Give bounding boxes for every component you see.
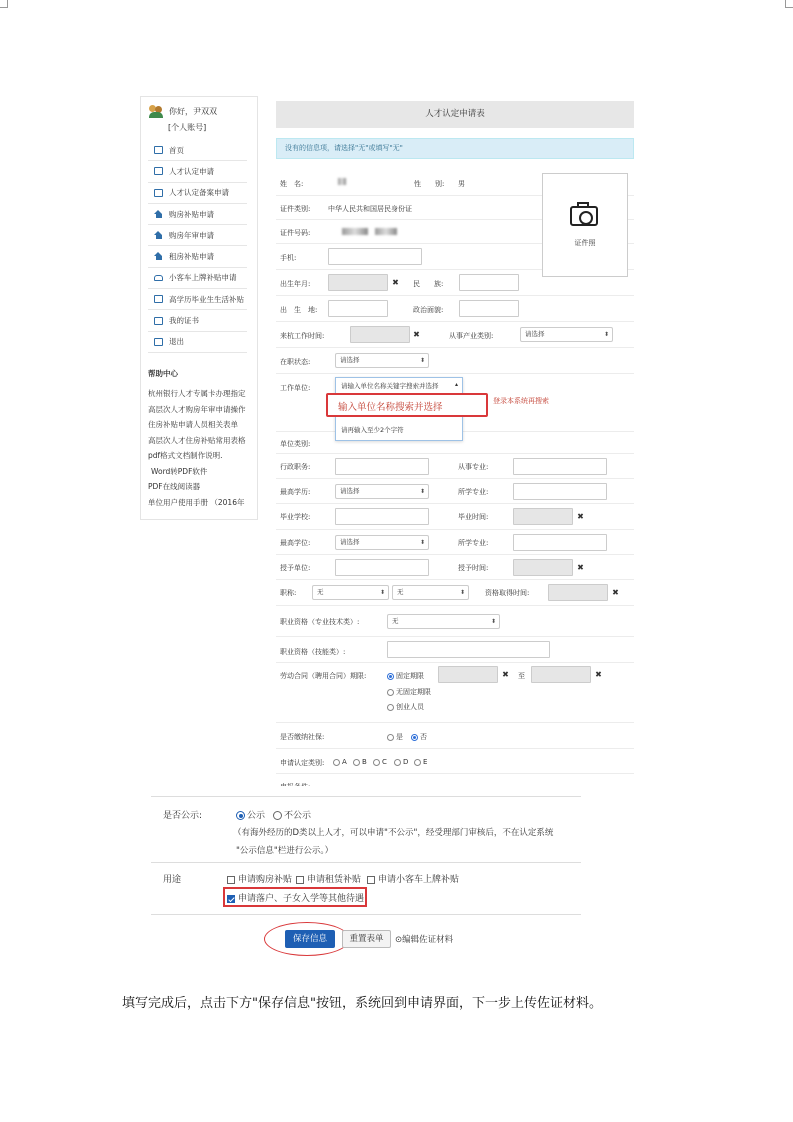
clear-icon[interactable]: ✖ [612, 588, 619, 597]
help-link[interactable]: 住房补贴申请人员相关表单 [148, 420, 238, 429]
sidebar-item-logout[interactable] [148, 332, 247, 353]
row-degree [276, 479, 634, 504]
title-time-input[interactable] [548, 584, 608, 601]
sidebar-item-label: 购房年审申请 [169, 230, 214, 240]
degree-select[interactable]: 请选择 ⬍ [335, 484, 429, 499]
house-icon [154, 231, 163, 240]
skill-qual-input[interactable] [387, 641, 550, 658]
divider [151, 914, 581, 915]
employer-callout-text: 输入单位名称搜索并选择 [338, 402, 443, 413]
caret-up-icon: ▴ [454, 381, 458, 388]
politics-label: 政治面貌: [413, 306, 444, 314]
insurance-option-no[interactable]: 否 [411, 732, 427, 742]
row-title [276, 580, 634, 606]
edit-icon [154, 189, 163, 197]
sidebar-item-label: 租房补贴申请 [169, 252, 214, 262]
save-button[interactable]: 保存信息 [285, 930, 335, 948]
help-link[interactable]: 单位用户使用手册 （2016年 [148, 497, 245, 507]
title-time-label: 资格取得时间: [485, 589, 530, 597]
save-highlight-ellipse [264, 922, 350, 956]
sidebar-item-label: 人才认定备案申请 [169, 188, 229, 198]
public-option-yes[interactable]: 公示 [236, 808, 265, 821]
home-icon [154, 146, 163, 154]
form-footer-screenshot [137, 786, 592, 962]
birth-input[interactable] [328, 274, 388, 291]
divider [151, 862, 581, 863]
logout-icon [154, 338, 163, 346]
sidebar-nav [148, 140, 247, 353]
insurance-label: 是否缴纳社保: [280, 733, 325, 741]
row-contract [276, 663, 634, 723]
instruction-caption: 填写完成后，点击下方"保存信息"按钮，系统回到申请界面，下一步上传佐证材料。 [122, 996, 602, 1011]
industry-label: 从事产业类别: [449, 332, 494, 340]
politics-input[interactable] [459, 300, 519, 317]
employer-search-placeholder[interactable]: 请输入单位名称关键字搜索并选择 [341, 382, 439, 390]
arrival-label: 来杭工作时间: [280, 332, 325, 340]
sidebar-item-house-review[interactable] [148, 225, 247, 246]
employer-search-hint: 请再输入至少2个字符 [341, 426, 404, 434]
skill-qual-label: 职业资格（技能类）: [280, 648, 346, 656]
crop-mark-left [0, 0, 8, 8]
job-status-label: 在职状态: [280, 358, 311, 366]
user-greeting [149, 105, 217, 118]
sidebar-item-car-subsidy[interactable] [148, 268, 247, 289]
major-label: 所学专业: [458, 488, 489, 496]
category-option-a[interactable]: A [333, 758, 347, 766]
clear-icon[interactable]: ✖ [595, 670, 602, 679]
edit-icon: ⊙ [395, 935, 403, 945]
purpose-option-car[interactable]: 申请小客车上牌补贴 [367, 872, 459, 885]
row-admin-post [276, 454, 634, 479]
greeting-text: 你好，尹双双 [169, 107, 217, 116]
sidebar-item-certificates[interactable] [148, 310, 247, 331]
certificate-icon [154, 317, 163, 325]
prof-qual-label: 职业资格（专业技术类）: [280, 618, 360, 626]
ethnic-input[interactable] [459, 274, 519, 291]
row-category [276, 749, 634, 774]
contract-to-label: 至 [518, 672, 525, 680]
application-form-screenshot [140, 96, 646, 777]
school-input[interactable] [335, 508, 429, 525]
help-link[interactable]: 杭州银行人才专属卡办理指定 [148, 389, 246, 398]
edit-icon [154, 167, 163, 175]
degree-label: 最高学历: [280, 488, 311, 496]
crop-mark-right [785, 0, 793, 8]
birthplace-input[interactable] [328, 300, 388, 317]
category-option-c[interactable]: C [373, 758, 387, 766]
contract-end-input[interactable] [531, 666, 591, 683]
major2-input[interactable] [513, 534, 607, 551]
contract-option-fixed[interactable]: 固定期限 [387, 671, 424, 681]
edit-evidence-link[interactable]: ⊙编辑佐证材料 [395, 935, 454, 945]
ethnic-label: 民 族: [413, 280, 444, 288]
title-select-2[interactable]: 无 ⬍ [392, 585, 469, 600]
phone-input[interactable] [328, 248, 422, 265]
clear-icon[interactable]: ✖ [502, 670, 509, 679]
unit-type-label: 单位类别: [280, 440, 311, 448]
employer-callout [326, 393, 488, 417]
purpose-option-rent[interactable]: 申请租赁补贴 [296, 872, 361, 885]
sidebar-item-label: 购房补贴申请 [169, 209, 214, 219]
help-link[interactable]: 高层次人才住房补贴常用表格 [148, 435, 246, 445]
sidebar [140, 96, 258, 520]
grad-time-label: 毕业时间: [458, 513, 489, 521]
photo-label: 证件照 [574, 239, 596, 247]
help-list [148, 386, 246, 510]
grant-unit-label: 授予单位: [280, 564, 311, 572]
notice-banner: 没有的信息项，请选择"无"或填写"无" [276, 138, 634, 159]
gender-label: 性 别: [414, 180, 445, 188]
clear-icon[interactable]: ✖ [577, 512, 584, 521]
birthplace-label: 出 生 地: [280, 306, 318, 314]
job-status-select[interactable]: 请选择 ⬍ [335, 353, 429, 368]
phone-label: 手机: [280, 254, 297, 262]
reset-button[interactable]: 重置表单 [342, 930, 391, 948]
admin-post-input[interactable] [335, 458, 429, 475]
camera-icon [570, 206, 598, 226]
help-link[interactable]: Word转PDF软件 [151, 466, 208, 476]
help-link[interactable]: pdf格式文档制作说明. [148, 451, 223, 460]
grant-unit-input[interactable] [335, 559, 429, 576]
document-icon [154, 295, 163, 303]
sidebar-item-home[interactable] [148, 140, 247, 161]
divider [151, 796, 581, 797]
sidebar-item-label: 小客车上牌补贴申请 [169, 273, 237, 283]
users-icon [149, 105, 164, 118]
title-label: 职称: [280, 589, 297, 597]
id-number-blurred [342, 227, 397, 235]
photo-upload-box[interactable] [542, 173, 628, 277]
clear-icon[interactable]: ✖ [577, 563, 584, 572]
row-job-status [276, 348, 634, 374]
row-birthplace [276, 296, 634, 322]
help-link[interactable]: 高层次人才购房年审申请操作 [148, 404, 246, 414]
purpose-option-house[interactable]: 申请购房补贴 [227, 872, 292, 885]
purpose-label: 用途 [163, 875, 182, 885]
major-work-input[interactable] [513, 458, 607, 475]
form-title: 人才认定申请表 [276, 101, 634, 128]
major2-label: 所学专业: [458, 539, 489, 547]
sidebar-item-talent-record[interactable] [148, 183, 247, 204]
grant-time-input[interactable] [513, 559, 573, 576]
help-center-title: 帮助中心 [148, 369, 178, 378]
sidebar-item-label: 人才认定申请 [169, 166, 214, 176]
id-number-label: 证件号码: [280, 229, 311, 237]
account-link[interactable]: [个人账号] [168, 123, 207, 132]
name-value-blurred [338, 177, 346, 185]
row-grant-unit [276, 555, 634, 580]
clear-icon[interactable]: ✖ [392, 278, 399, 287]
contract-option-open[interactable]: 无固定期限 [387, 687, 431, 697]
help-link[interactable]: PDF在线阅读器 [148, 482, 201, 491]
arrival-input[interactable] [350, 326, 410, 343]
id-type-value: 中华人民共和国居民身份证 [328, 205, 412, 213]
major-work-label: 从事专业: [458, 463, 489, 471]
public-option-no[interactable]: 不公示 [273, 808, 311, 821]
purpose-option-hukou[interactable]: 申请落户、子女入学等其他待遇 [227, 891, 364, 904]
application-form [276, 101, 634, 767]
category-option-d[interactable]: D [394, 758, 408, 766]
row-skill-qual [276, 637, 634, 663]
contract-option-startup[interactable]: 创业人员 [387, 702, 424, 712]
grant-time-label: 授予时间: [458, 564, 489, 572]
title-select-1[interactable]: 无 ⬍ [312, 585, 389, 600]
admin-post-label: 行政职务: [280, 463, 311, 471]
public-note-line1: （有海外经历的D类以上人才，可以申请"不公示"，经受理部门审核后，不在认定系统 [233, 828, 554, 838]
row-top-degree [276, 530, 634, 555]
school-label: 毕业学校: [280, 513, 311, 521]
sidebar-item-rent-subsidy[interactable] [148, 246, 247, 267]
grad-time-input[interactable] [513, 508, 573, 525]
category-option-b[interactable]: B [353, 758, 367, 766]
major-input[interactable] [513, 483, 607, 500]
employer-label: 工作单位: [280, 384, 311, 392]
employer-hint-red: 登录本系统再搜索 [493, 397, 549, 405]
sidebar-item-label: 退出 [169, 337, 184, 347]
house-icon [154, 210, 163, 219]
sidebar-item-house-subsidy[interactable] [148, 204, 247, 225]
sidebar-item-label: 高学历毕业生生活补贴 [169, 294, 244, 304]
insurance-option-yes[interactable]: 是 [387, 732, 403, 742]
contract-label: 劳动合同（聘用合同）期限: [280, 672, 367, 680]
name-label: 姓 名: [280, 180, 304, 188]
car-icon [154, 275, 163, 281]
sidebar-item-label: 我的证书 [169, 316, 199, 326]
birth-label: 出生年月: [280, 280, 311, 288]
id-type-label: 证件类别: [280, 205, 311, 213]
public-label: 是否公示: [163, 811, 203, 821]
house-icon [154, 252, 163, 261]
sidebar-item-talent-apply[interactable] [148, 161, 247, 182]
row-school [276, 504, 634, 530]
top-degree-label: 最高学位: [280, 539, 311, 547]
clear-icon[interactable]: ✖ [413, 330, 420, 339]
contract-start-input[interactable] [438, 666, 498, 683]
category-option-e[interactable]: E [414, 758, 427, 766]
gender-value: 男 [458, 180, 465, 188]
sidebar-item-label: 首页 [169, 145, 184, 155]
row-arrival [276, 322, 634, 348]
row-insurance [276, 723, 634, 749]
industry-select[interactable]: 请选择 ⬍ [520, 327, 613, 342]
sidebar-item-graduate-subsidy[interactable] [148, 289, 247, 310]
category-label: 申请认定类别: [280, 759, 325, 767]
row-prof-qual [276, 606, 634, 637]
prof-qual-select[interactable]: 无 ⬍ [387, 614, 500, 629]
top-degree-select[interactable]: 请选择 ⬍ [335, 535, 429, 550]
public-note-line2: "公示信息"栏进行公示。） [236, 846, 334, 856]
